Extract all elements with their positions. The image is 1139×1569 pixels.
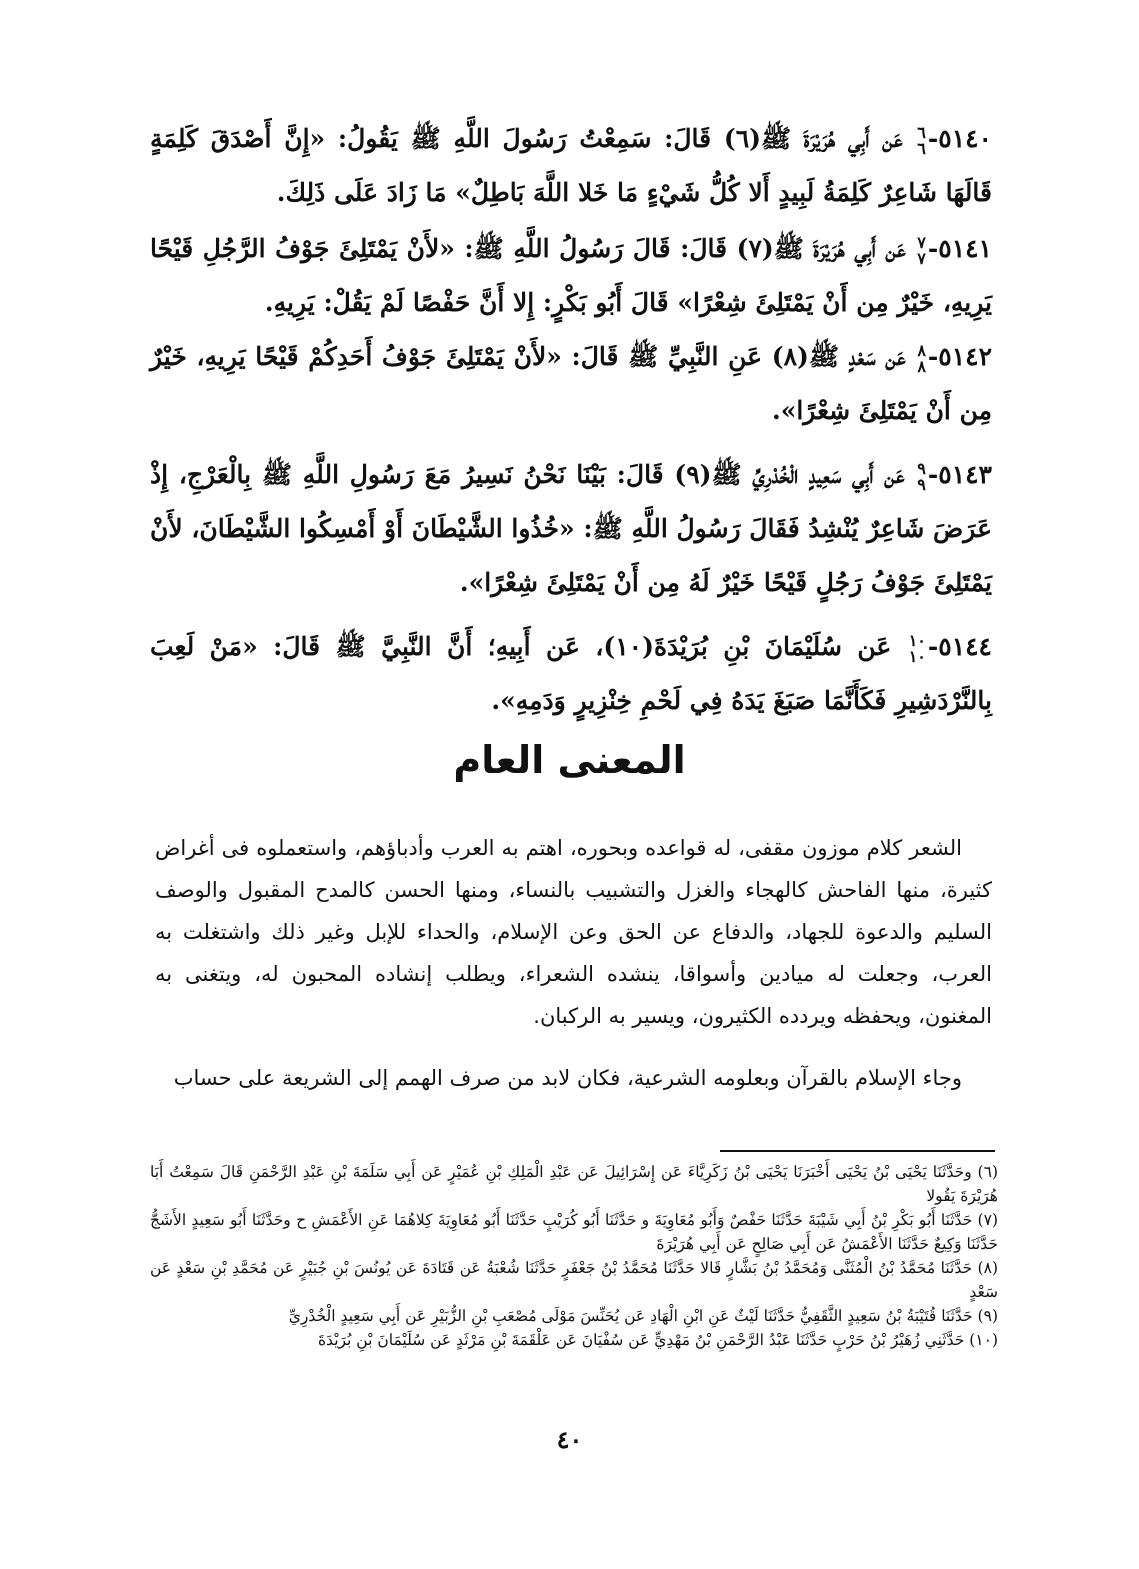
hadith-subnumber: ٧ ٧ (917, 232, 926, 268)
footnotes (150, 1160, 998, 1352)
hadith-text: عَن سُلَيْمَانَ بْنِ بُرَيْدَةَ(١٠)، عَن أَبِيهِ؛ أَنَّ النَّبِيَّ ﷺ قَالَ: «مَنْ لَعِبَ بِالنَّرْدَشِيرِ فَكَأَنَّمَا صَبَغَ يَدَهُ فِي لَحْمِ خِنْزِيرٍ وَدَمِهِ». (150, 632, 992, 715)
hadith-subnumber: ١٠ ١٠ (908, 630, 926, 666)
hadith-text: عَن أَبِي سَعِيدٍ الْخُدْرِيِّ ﷺ(٩) قَالَ: بَيْنَا نَحْنُ نَسِيرُ مَعَ رَسُولِ اللَّهِ ﷺ بِالْعَرْجِ، إِذْ عَرَضَ شَاعِرٌ يُنْشِدُ فَقَالَ رَسُولُ اللَّهِ ﷺ: «خُذُوا الشَّيْطَانَ أَوْ أَمْسِكُوا الشَّيْطَانَ، لأَنْ يَمْتَلِئَ جَوْفُ رَجُلٍ قَيْحًا خَيْرٌ لَهُ مِن أَنْ يَمْتَلِئَ شِعْرًا». (150, 460, 992, 597)
section-title: المعنى العام (453, 738, 686, 782)
hadith-5142 (150, 330, 992, 438)
hadith-subnumber: ٨ ٨ (917, 340, 926, 376)
footnote-divider (720, 1150, 995, 1152)
hadith-subnumber: ٩ ٩ (917, 458, 926, 494)
hadith-number: ٥١٤٢- (927, 342, 993, 371)
footnote: (٦) وحَدَّثَنَا يَحْيَى بْنُ يَحْيَى أَخْبَرَنَا يَحْيَى بْنُ زَكَرِيَّاءَ عَن إِسْرَائِيلَ عَن عَبْدِ الْمَلِكِ بْنِ عُمَيْرٍ عَن أَبِي سَلَمَةَ بْنِ عَبْدِ الرَّحْمَنِ قَالَ سَمِعْتُ أَبَا هُرَيْرَةَ يَقُولا (150, 1163, 998, 1205)
hadith-number: ٥١٤٤- (927, 632, 992, 661)
hadith-5140 (150, 112, 992, 220)
footnote: (٧) حَدَّثَنَا أَبُو بَكْرِ بْنُ أَبِي شَيْبَةَ حَدَّثَنَا حَفْصٌ وَأَبُو مُعَاوِيَةَ و حَدَّثَنَا أَبُو كُرَيْبٍ حَدَّثَنَا أَبُو مُعَاوِيَةَ كِلاهُمَا عَنِ الأَعْمَشِ ح وحَدَّثَنَا أَبُو سَعِيدٍ الأَشَجُّ حَدَّثَنَا وَكِيعٌ حَدَّثَنَا الأَعْمَشُ عَن أَبِي صَالِحٍ عَن أَبِي هُرَيْرَةَ (150, 1211, 998, 1253)
footnote: (١٠) حَدَّثَنِي زُهَيْرُ بْنُ حَرْبٍ حَدَّثَنَا عَبْدُ الرَّحْمَنِ بْنُ مَهْدِيٍّ عَن سُفْيَانَ عَن عَلْقَمَةَ بْنِ مَرْثَدٍ عَن سُلَيْمَانَ بْنِ بُرَيْدَةَ (317, 1331, 998, 1349)
hadith-5144 (150, 620, 992, 728)
hadith-5141 (150, 222, 992, 330)
hadith-5143 (150, 448, 992, 610)
hadith-number: ٥١٤٠- (927, 124, 992, 153)
hadith-number: ٥١٤١- (927, 234, 992, 263)
page-number: ٤٠ (556, 1425, 583, 1454)
footnote: (٨) حَدَّثَنَا مُحَمَّدُ بْنُ الْمُثَنَّى وَمُحَمَّدُ بْنُ بَشَّارٍ قَالا حَدَّثَنَا مُحَمَّدُ بْنُ جَعْفَرٍ حَدَّثَنَا شُعْبَةُ عَن قَتَادَةَ عَن يُونُسَ بْنِ جُبَيْرٍ عَن مُحَمَّدِ بْنِ سَعْدٍ عَن سَعْدٍ (150, 1259, 998, 1301)
body-paragraph: الشعر كلام موزون مقفى، له قواعده وبحوره، اهتم به العرب وأدباؤهم، واستعملوه فى أغراض كثيرة، منها الفاحش كالهجاء والغزل والتشبيب بالنساء، ومنها الحسن كالمدح المقبول والوصف السليم والدعوة للجهاد، والدفاع عن الحق وعن الإسلام، والحداء للإبل وغير ذلك واشتغلت به العرب، وجعلت له ميادين وأسواقا، ينشده الشعراء، ويطلب إنشاده المحبون له، ويتغنى به المغنون، ويحفظه ويردده الكثيرون، ويسير به الركبان. (155, 836, 992, 1028)
hadith-text: عَن أَبِي هُرَيْرَةَ ﷺ(٦) قَالَ: سَمِعْتُ رَسُولَ اللَّهِ ﷺ يَقُولُ: «إِنَّ أَصْدَقَ كَلِمَةٍ قَالَهَا شَاعِرٌ كَلِمَةُ لَبِيدٍ أَلا كُلُّ شَيْءٍ مَا خَلا اللَّهَ بَاطِلٌ» مَا زَادَ عَلَى ذَلِكَ. (150, 124, 992, 207)
hadith-number: ٥١٤٣- (927, 460, 992, 489)
body-paragraph: وجاء الإسلام بالقرآن وبعلومه الشرعية، فكان لابد من صرف الهمم إلى الشريعة على حساب (173, 1066, 962, 1090)
hadith-subnumber: ٦ ٦ (917, 122, 926, 158)
footnote: (٩) حَدَّثَنَا قُتَيْبَةُ بْنُ سَعِيدٍ الثَّقَفِيُّ حَدَّثَنَا لَيْثٌ عَنِ ابْنِ الْهَادِ عَن يُحَنِّسَ مَوْلَى مُصْعَبِ بْنِ الزُّبَيْرِ عَن أَبِي سَعِيدٍ الْخُدْرِيِّ (288, 1307, 998, 1325)
hadith-text: عَن سَعْدٍ ﷺ(٨) عَنِ النَّبِيِّ ﷺ قَالَ: «لأَنْ يَمْتَلِئَ جَوْفُ أَحَدِكُمْ قَيْحًا يَرِيهِ، خَيْرٌ مِن أَنْ يَمْتَلِئَ شِعْرًا». (150, 342, 992, 425)
hadith-text: عَن أَبِي هُرَيْرَةَ ﷺ(٧) قَالَ: قَالَ رَسُولُ اللَّهِ ﷺ: «لأَنْ يَمْتَلِئَ جَوْفُ الرَّجُلِ قَيْحًا يَرِيهِ، خَيْرٌ مِن أَنْ يَمْتَلِئَ شِعْرًا» قَالَ أَبُو بَكْرٍ: إِلا أَنَّ حَفْصًا لَمْ يَقُلْ: يَرِيهِ. (150, 234, 992, 317)
